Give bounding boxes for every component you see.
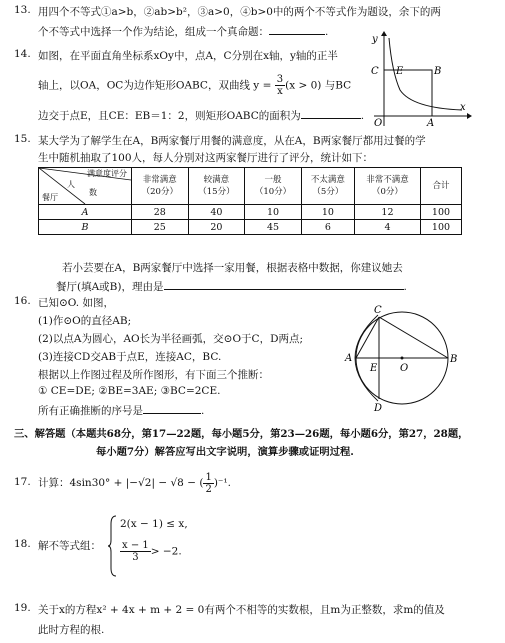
question-text-line: 生中随机抽取了100人，每人分别对这两家餐厅进行了评分，统计如下：	[38, 152, 374, 164]
label-a: A	[345, 353, 353, 364]
label-o: O	[400, 363, 409, 374]
circle-construction-figure	[340, 303, 460, 413]
question-number: 15.	[14, 133, 31, 145]
header-cell: 不太满意 （5分）	[301, 168, 354, 205]
question-text-line: 关于x的方程x² + 4x + m + 2 = 0有两个不相等的实数根，且m为正整数，求m的值及	[38, 604, 445, 616]
table-header-row	[39, 168, 462, 205]
satisfaction-table	[38, 167, 462, 235]
fraction: $\frac{x - 1}{3}$	[122, 540, 149, 563]
label-b: B	[450, 354, 458, 365]
answer-blank[interactable]	[269, 24, 325, 35]
table-cell: 20	[188, 220, 245, 235]
math-expression: 计算：4sin30° + |−√2| − √8 − ( $\frac{1}{2}$ )⁻¹.	[38, 471, 231, 495]
question-number: 18.	[14, 538, 31, 550]
question-text-line: 用四个不等式①a>b，②ab>b²，③a>0，④b>0中的两个不等式作为题设，余下的两	[38, 6, 441, 18]
question-text-line: 根据以上作图过程及所作图形，有下面三个推断：	[38, 369, 269, 381]
label-c: C	[371, 66, 379, 77]
inference-claims: ① CE=DE; ②BE=3AE; ③BC=2CE.	[38, 385, 221, 397]
label-a: A	[427, 118, 435, 126]
question-text-line: 若小芸要在A，B两家餐厅中选择一家用餐，根据表格中数据，你建议她去	[62, 262, 403, 274]
section-title: 三、解答题（本题共68分，第17—22题，每小题5分，第23—26题，每小题6分，第27，28题，	[14, 428, 469, 440]
question-text-line: 如图，在平面直角坐标系xOy中，点A，C分别在x轴，y轴的正半	[38, 50, 338, 62]
fraction: $\frac{3}{x}$	[276, 74, 284, 97]
table-cell: 100	[421, 205, 462, 220]
table-cell: 45	[245, 220, 302, 235]
row-label: B	[39, 220, 132, 235]
table-row	[39, 205, 462, 220]
label-o: O	[374, 118, 383, 126]
table-row	[39, 220, 462, 235]
answer-blank[interactable]	[164, 279, 404, 290]
table-cell: 12	[354, 205, 420, 220]
x-axis-arrow	[467, 113, 472, 119]
table-cell: 28	[132, 205, 189, 220]
table-cell: 4	[354, 220, 420, 235]
inequality-1: 2(x − 1) ≤ x,	[120, 518, 188, 530]
inequality-2: $\frac{x - 1}{3}$ > −2.	[122, 540, 182, 563]
section-title-cont: 每小题7分）解答应写出文字说明，演算步骤或证明过程.	[96, 446, 354, 458]
label-e: E	[370, 363, 378, 374]
table-cell: 10	[301, 205, 354, 220]
header-cell: 合计	[421, 168, 462, 205]
construction-step: (3)连接CD交AB于点E，连接AC，BC.	[38, 351, 222, 363]
segment-ac	[356, 317, 379, 358]
table-cell: 25	[132, 220, 189, 235]
label-x: x	[460, 102, 466, 113]
question-number: 17.	[14, 476, 31, 488]
question-text-line: 此时方程的根.	[38, 624, 105, 636]
header-cell: 非常满意 （20分）	[132, 168, 189, 205]
header-cell: 一般 （10分）	[245, 168, 302, 205]
header-cell: 非常不满意 （0分）	[354, 168, 420, 205]
question-number: 16.	[14, 295, 31, 307]
label-y: y	[372, 34, 378, 45]
question-text-line: 已知⊙O. 如图，	[38, 297, 114, 309]
construction-step: (2)以点A为圆心，AO长为半径画弧，交⊙O于C，D两点;	[38, 333, 304, 345]
corner-header-cell: 满意度评分 人 数 餐厅	[39, 168, 132, 205]
label-d: D	[374, 403, 383, 413]
table-cell: 6	[301, 220, 354, 235]
table-cell: 100	[421, 220, 462, 235]
label-c: C	[374, 305, 382, 316]
question-number: 19.	[14, 602, 31, 614]
rectangle-oabc	[384, 70, 432, 116]
question-text-line: 某大学为了解学生在A，B两家餐厅用餐的满意度，从在A，B两家餐厅都用过餐的学	[38, 135, 426, 147]
label-b: B	[434, 66, 442, 77]
label-e: E	[396, 66, 404, 77]
y-axis-arrow	[381, 31, 387, 36]
question-number: 13.	[14, 4, 31, 16]
question-text-line: 轴上，以OA，OC为边作矩形OABC，双曲线 y = $\frac{3}{x}$ (x > 0) 与BC	[38, 74, 352, 97]
system-brace	[108, 514, 118, 578]
answer-blank[interactable]	[301, 108, 361, 119]
question-text-line: 餐厅(填A或B)，理由是 .	[56, 281, 407, 293]
question-text-line: 边交于点E，且CE：EB＝1：2，则矩形OABC的面积为 .	[38, 110, 365, 122]
header-cell: 较满意 （15分）	[188, 168, 245, 205]
hyperbola-rectangle-figure	[362, 30, 472, 126]
fraction: $\frac{1}{2}$	[205, 471, 212, 495]
question-label: 解不等式组：	[38, 540, 101, 552]
segment-bc	[379, 317, 448, 358]
question-text-line: 个不等式中选择一个作为结论，组成一个真命题： .	[38, 26, 329, 38]
question-text-line: 所有正确推断的序号是 .	[38, 405, 205, 417]
center-point	[401, 357, 404, 360]
question-number: 14.	[14, 48, 31, 60]
table-cell: 10	[245, 205, 302, 220]
table-cell: 40	[188, 205, 245, 220]
construction-step: (1)作⊙O的直径AB;	[38, 315, 132, 327]
answer-blank[interactable]	[143, 403, 201, 414]
row-label: A	[39, 205, 132, 220]
